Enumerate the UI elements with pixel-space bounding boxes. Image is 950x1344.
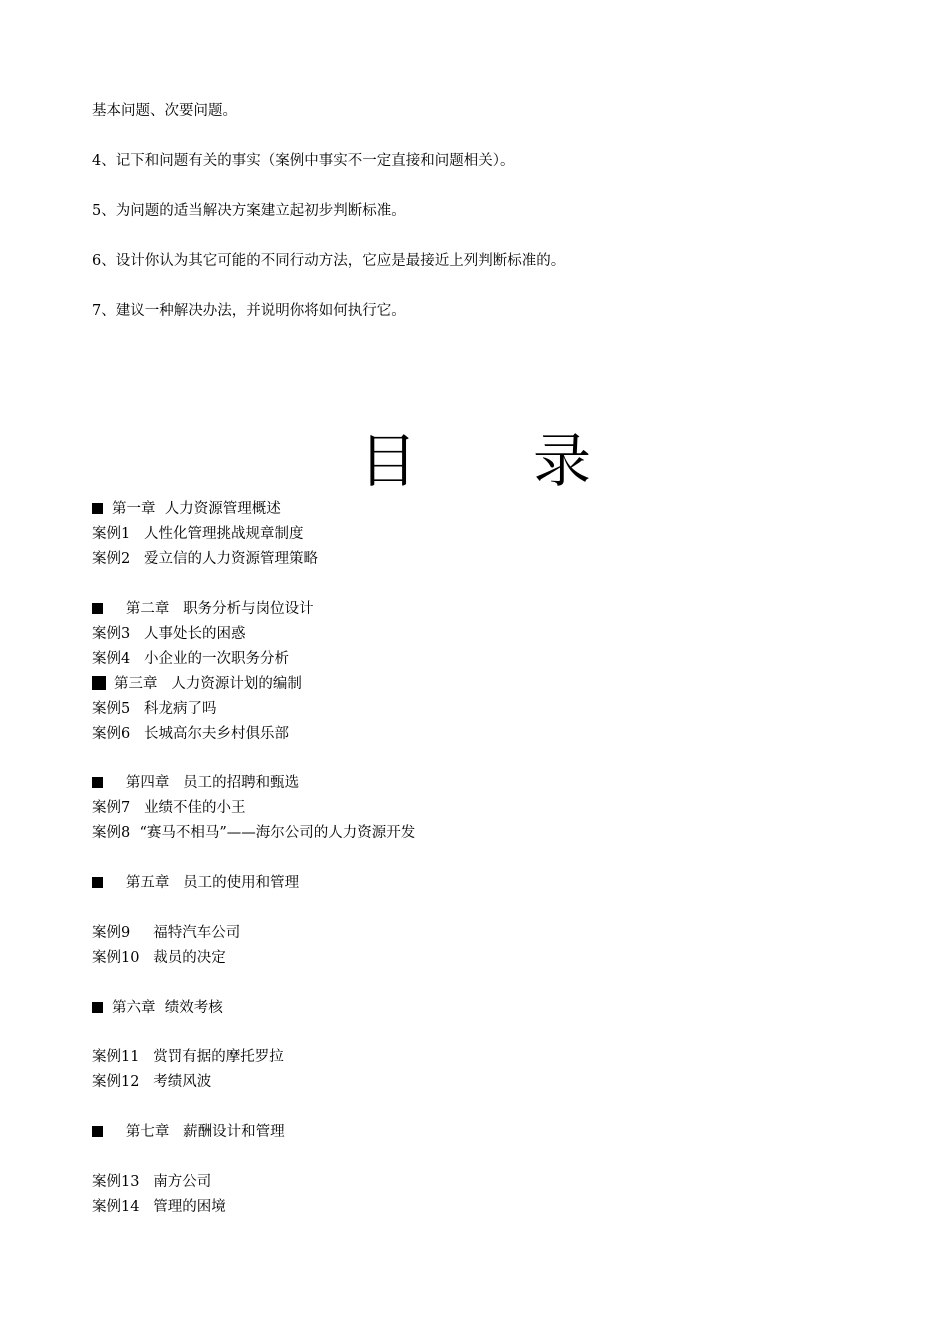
toc-case-1: 案例1 人性化管理挑战规章制度 (92, 526, 304, 542)
toc-case-10: 案例10 裁员的决定 (92, 950, 226, 966)
toc-chapter-6-text: 第六章 绩效考核 (112, 1000, 223, 1016)
toc-case-3: 案例3 人事处长的困惑 (92, 626, 246, 642)
toc-case-12: 案例12 考绩风波 (92, 1074, 212, 1090)
intro-line-1: 基本问题、次要问题。 (92, 103, 237, 119)
square-bullet-icon (92, 777, 103, 788)
toc-chapter-5 (92, 873, 299, 893)
toc-chapter-4-text: 第四章 员工的招聘和甄选 (112, 775, 300, 791)
toc-case-9: 案例9 福特汽车公司 (92, 925, 241, 941)
toc-case-14: 案例14 管理的困境 (92, 1199, 226, 1215)
toc-chapter-6 (92, 998, 223, 1018)
toc-case-13: 案例13 南方公司 (92, 1174, 212, 1190)
toc-chapter-2 (92, 599, 314, 619)
toc-chapter-2-text: 第二章 职务分析与岗位设计 (112, 601, 314, 617)
toc-title: 目 录 (358, 427, 591, 495)
toc-chapter-5-text: 第五章 员工的使用和管理 (112, 875, 300, 891)
toc-case-2: 案例2 爱立信的人力资源管理策略 (92, 551, 319, 567)
toc-chapter-3 (92, 674, 302, 694)
toc-chapter-1-text: 第一章 人力资源管理概述 (112, 501, 281, 517)
toc-chapter-4 (92, 773, 299, 793)
toc-case-8: 案例8 “赛马不相马”——海尔公司的人力资源开发 (92, 825, 416, 841)
toc-chapter-1 (92, 499, 281, 519)
square-bullet-icon (92, 503, 103, 514)
toc-case-11: 案例11 赏罚有据的摩托罗拉 (92, 1049, 284, 1065)
toc-chapter-7 (92, 1122, 285, 1142)
toc-case-5: 案例5 科龙病了吗 (92, 701, 217, 717)
square-bullet-icon (92, 1126, 103, 1137)
toc-case-7: 案例7 业绩不佳的小王 (92, 800, 246, 816)
toc-chapter-3-text: 第三章 人力资源计划的编制 (114, 676, 302, 692)
square-bullet-icon (92, 603, 103, 614)
intro-line-6: 6、设计你认为其它可能的不同行动方法，它应是最接近上列判断标准的。 (92, 253, 566, 269)
toc-case-6: 案例6 长城高尔夫乡村俱乐部 (92, 726, 290, 742)
toc-chapter-7-text: 第七章 薪酬设计和管理 (112, 1124, 285, 1140)
square-bullet-icon (92, 877, 103, 888)
toc-case-4: 案例4 小企业的一次职务分析 (92, 651, 290, 667)
intro-line-7: 7、建议一种解决办法，并说明你将如何执行它。 (92, 303, 406, 319)
intro-line-4: 4、记下和问题有关的事实（案例中事实不一定直接和问题相关）。 (92, 153, 515, 169)
intro-line-5: 5、为问题的适当解决方案建立起初步判断标准。 (92, 203, 406, 219)
square-bullet-icon (92, 1002, 103, 1013)
square-bullet-icon (92, 676, 106, 690)
